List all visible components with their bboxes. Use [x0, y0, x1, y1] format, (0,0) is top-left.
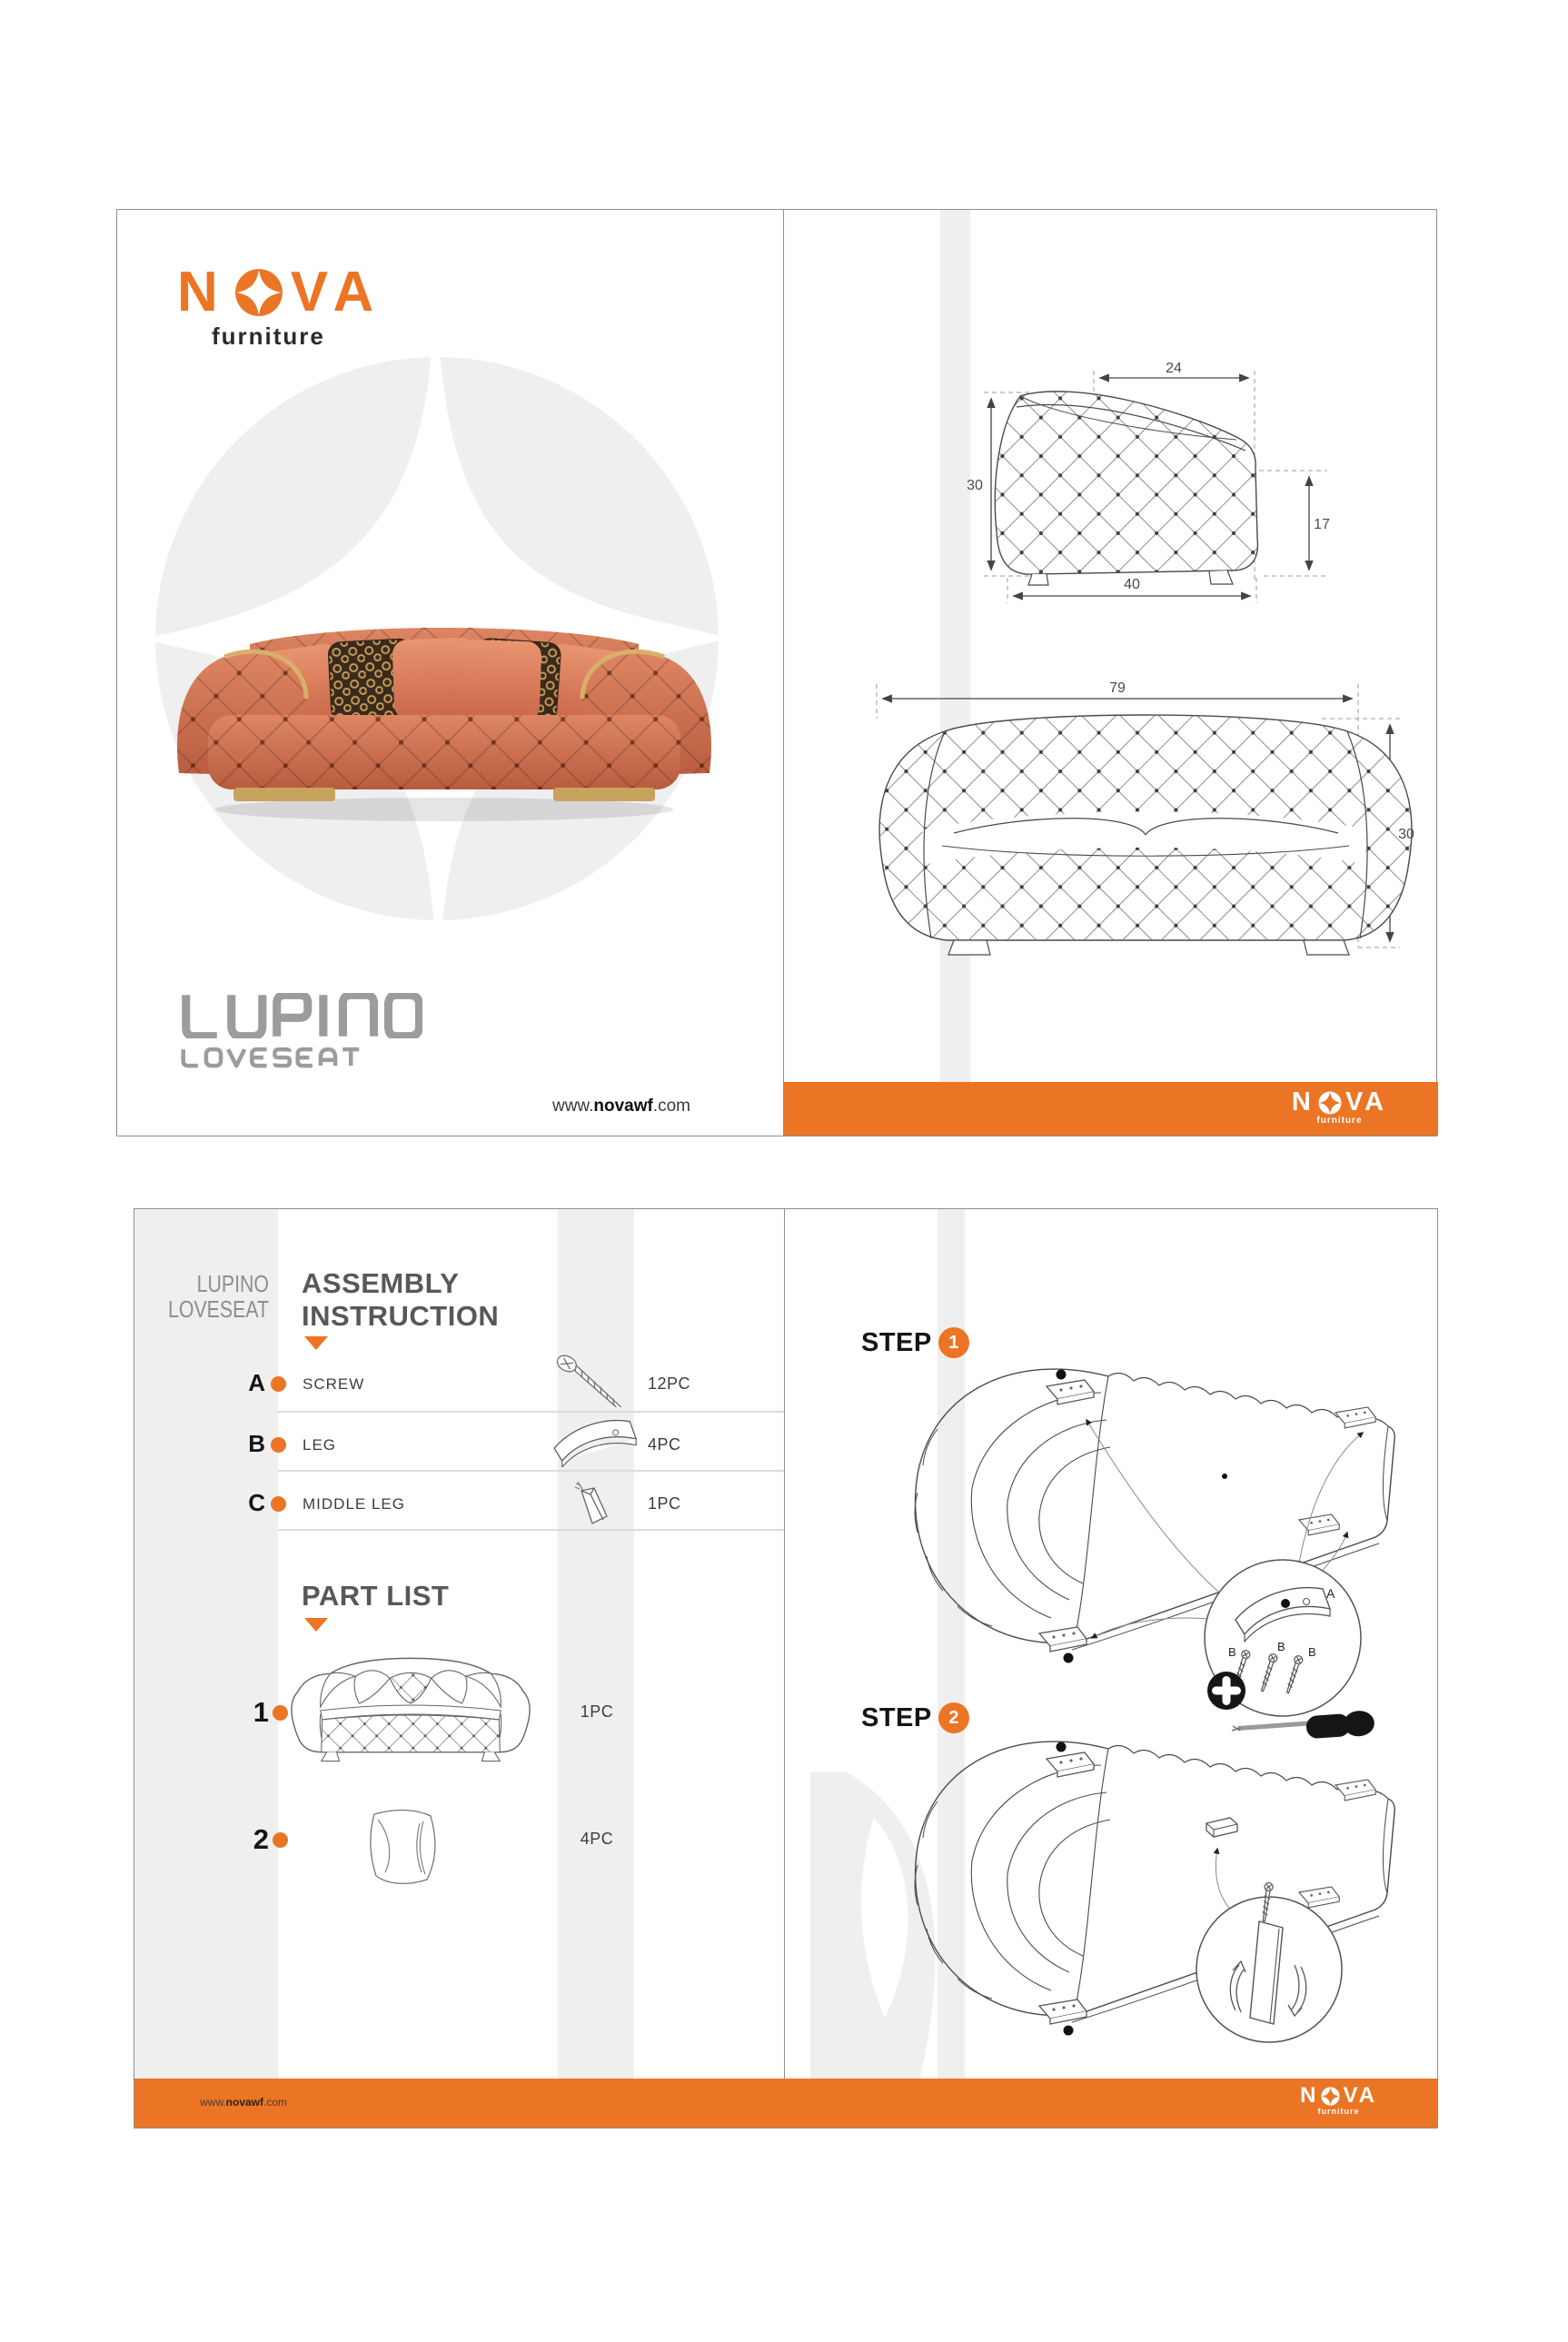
- dim-side-height: 30: [967, 478, 983, 493]
- front-view-drawing: [868, 675, 1424, 966]
- logo-tagline: furniture: [212, 323, 325, 350]
- dim-side-front-height: 17: [1314, 517, 1330, 532]
- assembly-title: [302, 1267, 499, 1333]
- detail-label-a: A: [1326, 1586, 1335, 1601]
- detail-label-b: B: [1308, 1645, 1316, 1659]
- side-view-drawing: [964, 360, 1336, 610]
- nova-star-icon: [1321, 2087, 1340, 2106]
- website-suffix: .com: [652, 1097, 691, 1116]
- product-name-lupino: [181, 993, 422, 1038]
- assembly-title-line2: INSTRUCTION: [302, 1300, 500, 1332]
- footer-brand-logo: [1300, 2085, 1377, 2116]
- title-triangle-icon: [304, 1336, 328, 1350]
- hardware-name-screw: SCREW: [303, 1375, 365, 1393]
- website-prefix: www.: [200, 2096, 226, 2109]
- hardware-name-middle-leg: MIDDLE LEG: [303, 1495, 405, 1513]
- logo-letters-va: VA: [290, 261, 383, 323]
- hardware-qty-middle-leg: 1PC: [648, 1494, 681, 1513]
- part-pillow-drawing: [363, 1805, 445, 1889]
- logo-tagline: furniture: [1317, 2107, 1360, 2116]
- dim-side-depth: 40: [1124, 577, 1140, 592]
- middle-leg-part: [1206, 1818, 1237, 1837]
- page2-footer-bar: [134, 2079, 1437, 2128]
- dim-front-height: 30: [1398, 827, 1414, 842]
- step2-diagram: [874, 1711, 1430, 2074]
- hardware-letter-c: C: [248, 1489, 265, 1516]
- website-bold: novawf: [593, 1097, 653, 1116]
- steps-panel: [785, 1209, 1438, 2080]
- hardware-qty-leg: 4PC: [648, 1435, 681, 1454]
- parts-panel: [134, 1209, 784, 2080]
- step-word: STEP: [861, 1327, 932, 1357]
- part-qty-2: 4PC: [580, 1830, 614, 1848]
- brand-logo: [177, 261, 383, 351]
- hardware-dot: [271, 1437, 286, 1453]
- hardware-letter-b: B: [248, 1430, 265, 1457]
- assembly-product-name: [159, 1271, 269, 1322]
- dim-side-top-width: 24: [1166, 361, 1182, 376]
- footer-website-url: [200, 2096, 287, 2109]
- nova-star-icon: [234, 268, 283, 317]
- step2-number-badge: 2: [938, 1702, 969, 1733]
- detail-label-b: B: [1277, 1640, 1285, 1653]
- website-url: [485, 1097, 758, 1116]
- part-list-triangle-icon: [304, 1618, 328, 1632]
- cover-dimensions-sheet: [116, 209, 1437, 1136]
- hardware-dot: [271, 1376, 286, 1392]
- row-separator: [278, 1411, 784, 1413]
- part-loveseat-drawing: [280, 1651, 541, 1765]
- hardware-qty-screw: 12PC: [648, 1374, 691, 1393]
- decor-stripe-left: [134, 1209, 278, 2080]
- middle-leg-icon: [563, 1478, 614, 1527]
- assembly-product-line2: LOVESEAT: [168, 1295, 269, 1323]
- row-separator: [278, 1529, 784, 1531]
- website-prefix: www.: [551, 1097, 594, 1116]
- hardware-letter-a: A: [248, 1369, 265, 1396]
- logo-letters-va: VA: [1343, 2083, 1377, 2108]
- screw-icon: [551, 1353, 641, 1407]
- logo-letter-n: N: [177, 261, 227, 323]
- assembly-title-line1: ASSEMBLY: [302, 1267, 460, 1299]
- website-suffix: .com: [263, 2096, 288, 2109]
- nova-star-icon: [1318, 1091, 1342, 1115]
- decor-stripe-mid: [558, 1209, 634, 2080]
- part-qty-1: 1PC: [580, 1702, 614, 1721]
- hardware-name-leg: LEG: [303, 1436, 337, 1454]
- part-number-1: 1: [253, 1696, 269, 1728]
- product-type-loveseat: [181, 1047, 361, 1070]
- assembly-product-line1: LUPINO: [196, 1270, 269, 1297]
- dimensions-panel: [784, 210, 1438, 1136]
- loveseat-product-photo: [170, 581, 719, 826]
- detail-label-b: B: [1228, 1645, 1236, 1659]
- hardware-dot: [271, 1496, 286, 1512]
- logo-letter-n: N: [1291, 1087, 1315, 1116]
- logo-letter-n: N: [1300, 2083, 1319, 2108]
- row-separator: [278, 1470, 784, 1472]
- dim-front-width: 79: [1109, 680, 1126, 696]
- cover-panel: [117, 210, 783, 1136]
- leg-icon: [552, 1420, 640, 1467]
- page1-footer-bar: [784, 1082, 1438, 1136]
- footer-brand-logo: [1292, 1089, 1387, 1126]
- step1-number-badge: 1: [938, 1327, 969, 1358]
- logo-tagline: furniture: [1316, 1116, 1363, 1126]
- website-bold: novawf: [225, 2096, 264, 2109]
- phillips-screwdriver-icon: [1207, 1672, 1245, 1710]
- part-dot: [273, 1832, 288, 1848]
- part-number-2: 2: [253, 1823, 269, 1855]
- logo-letters-va: VA: [1345, 1087, 1387, 1116]
- part-dot: [273, 1705, 288, 1721]
- cover-product-name: [181, 993, 422, 1070]
- step-word: STEP: [861, 1702, 932, 1732]
- assembly-instruction-sheet: [134, 1208, 1438, 2129]
- part-list-title: PART LIST: [302, 1580, 450, 1612]
